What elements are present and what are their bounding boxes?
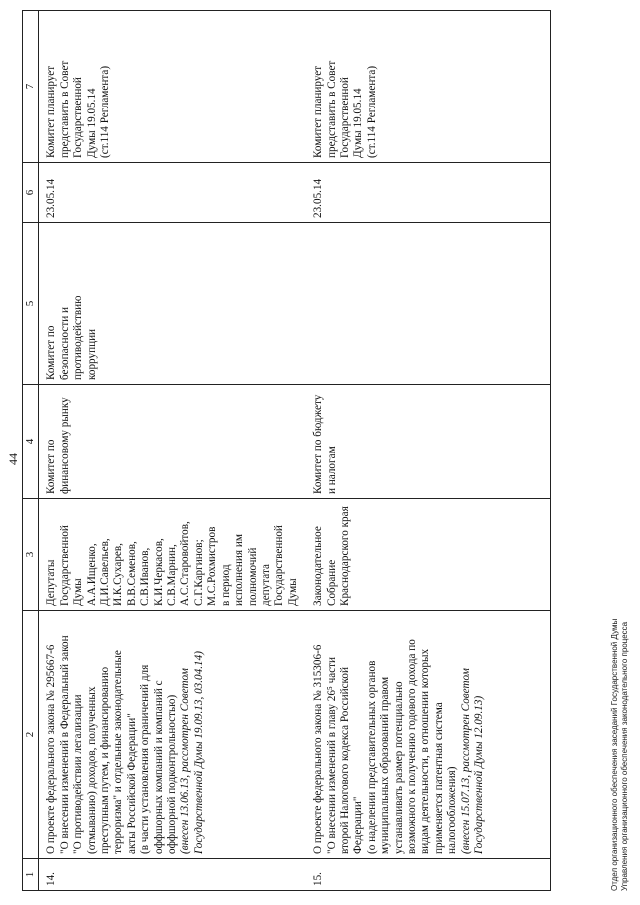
committee-cell: Комитет по бюджету и налогам [302, 385, 551, 499]
date-cell: 23.05.14 [39, 163, 302, 223]
co-committee-cell [302, 223, 551, 385]
row-number: 14. [39, 859, 302, 891]
bill-description-cell [302, 611, 551, 859]
column-number-row [23, 11, 39, 891]
bill-description-cell [39, 611, 302, 859]
note-cell: Комитет планирует представить в Совет Государственной Думы 19.05.14 (ст.114 Регламента) [302, 11, 551, 163]
date-cell: 23.05.14 [302, 163, 551, 223]
col-7-header: 7 [23, 11, 39, 163]
note-cell: Комитет планирует представить в Совет Государственной Думы 19.05.14 (ст.114 Регламента) [39, 11, 302, 163]
table-row [39, 11, 302, 891]
initiator-cell: Законодательное Собрание Краснодарского края [302, 499, 551, 611]
table-header [23, 11, 39, 891]
row-number: 15. [302, 859, 551, 891]
initiator-cell: Депутаты Государственной Думы А.А.Ищенко, Д.И.Савельев, И.К.Сухарев, В.В.Семенов, С.В.Иванов, К.И.Черкасов, С.В.Марнин, А.С.Старовойтов, С.Г.Каргинов; М.С.Рохмистров в период исполнения им полномочий депутата Государственной Думы [39, 499, 302, 611]
agenda-table [22, 10, 551, 891]
bill-history: (внесен 15.07.13, рассмотрен Советом Государственной Думы 12.09.13) [459, 668, 485, 854]
col-1-header: 1 [23, 859, 39, 891]
footer-line-directorate: Управления организационного обеспечения законодательного процесса [620, 621, 629, 891]
col-6-header: 6 [23, 163, 39, 223]
col-2-header: 2 [23, 611, 39, 859]
footer-line-department: Отдел организационного обеспечения заседаний Государственной Думы [610, 618, 619, 891]
col-4-header: 4 [23, 385, 39, 499]
bill-details: "О внесении изменений в Федеральный закон "О противодействии легализации (отмыванию) доходов, полученных преступным путем, и финансированию терроризма" и отдельные законодательные акты Российской Федерации" (в части установления ограничений для оффшорных компаний и компаний с оффшорной подконтрольностью) [58, 635, 179, 854]
page-number: 44 [6, 453, 20, 465]
co-committee-cell: Комитет по безопасности и противодействию коррупции [39, 223, 302, 385]
bill-title: О проекте федерального закона № 295667-6 [45, 644, 58, 854]
bill-title: О проекте федерального закона № 315306-6 [312, 644, 325, 854]
bill-details: "О внесении изменений в главу 26⁵ части второй Налогового кодекса Российской Федерации" (о наделении представительных органов муниципальных образований правом устанавливать размер потенциально возможного к получению годового дохода по видам деятельности, в отношении которых применяется патентная система налогообложения) [325, 639, 459, 854]
committee-cell: Комитет по финансовому рынку [39, 385, 302, 499]
table-row [302, 11, 551, 891]
footer [610, 619, 630, 891]
col-3-header: 3 [23, 499, 39, 611]
bill-history: (внесен 13.06.13, рассмотрен Советом Государственной Думы 19.09.13, 03.04.14) [179, 651, 205, 854]
col-5-header: 5 [23, 223, 39, 385]
